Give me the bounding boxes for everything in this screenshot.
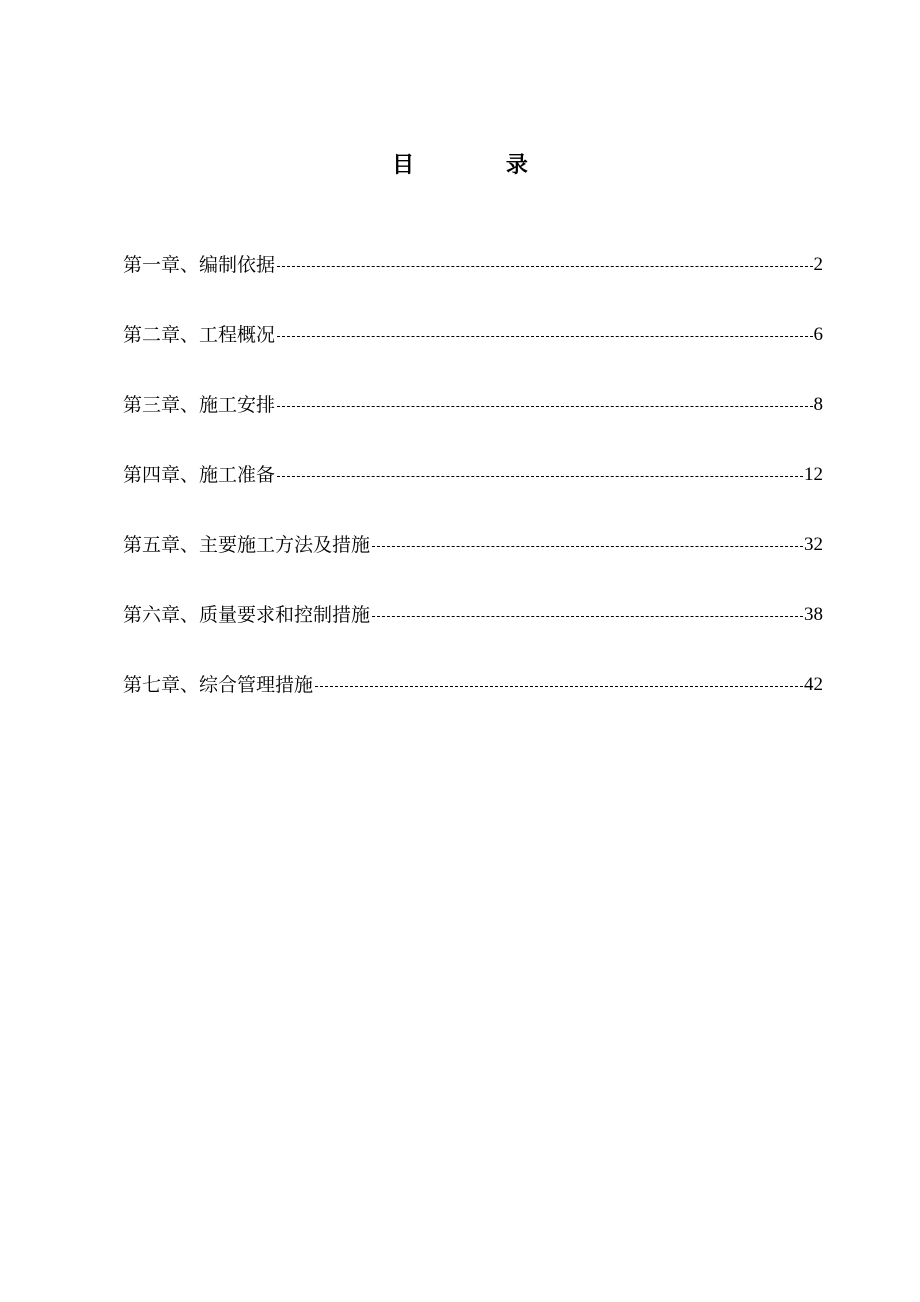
toc-leader-line	[277, 266, 812, 267]
toc-entry-label: 第七章、综合管理措施	[123, 674, 314, 696]
toc-leader-line	[277, 336, 812, 337]
toc-entry-label: 第六章、质量要求和控制措施	[123, 604, 371, 626]
toc-entry-2[interactable]	[123, 320, 823, 350]
toc-entry-page: 38	[804, 604, 823, 625]
toc-leader-line	[372, 546, 803, 547]
toc-entry-label: 第三章、施工安排	[123, 394, 276, 416]
toc-entry-5[interactable]	[123, 530, 823, 560]
toc-entry-6[interactable]	[123, 600, 823, 630]
toc-entry-label: 第二章、工程概况	[123, 324, 276, 346]
toc-entry-3[interactable]	[123, 390, 823, 420]
toc-entry-page: 42	[804, 674, 823, 695]
toc-leader-line	[372, 616, 803, 617]
toc-entry-label: 第四章、施工准备	[123, 464, 276, 486]
toc-entry-7[interactable]	[123, 670, 823, 700]
toc-entry-4[interactable]	[123, 460, 823, 490]
toc-leader-line	[277, 476, 803, 477]
toc-entry-1[interactable]	[123, 250, 823, 280]
toc-list	[123, 250, 823, 740]
toc-title: 目 录	[392, 152, 570, 178]
toc-entry-label: 第一章、编制依据	[123, 254, 276, 276]
toc-leader-line	[315, 686, 803, 687]
toc-entry-page: 12	[804, 464, 823, 485]
toc-entry-page: 2	[813, 254, 823, 275]
toc-leader-line	[277, 406, 812, 407]
toc-entry-label: 第五章、主要施工方法及措施	[123, 534, 371, 556]
toc-entry-page: 32	[804, 534, 823, 555]
toc-entry-page: 8	[813, 394, 823, 415]
toc-entry-page: 6	[813, 324, 823, 345]
